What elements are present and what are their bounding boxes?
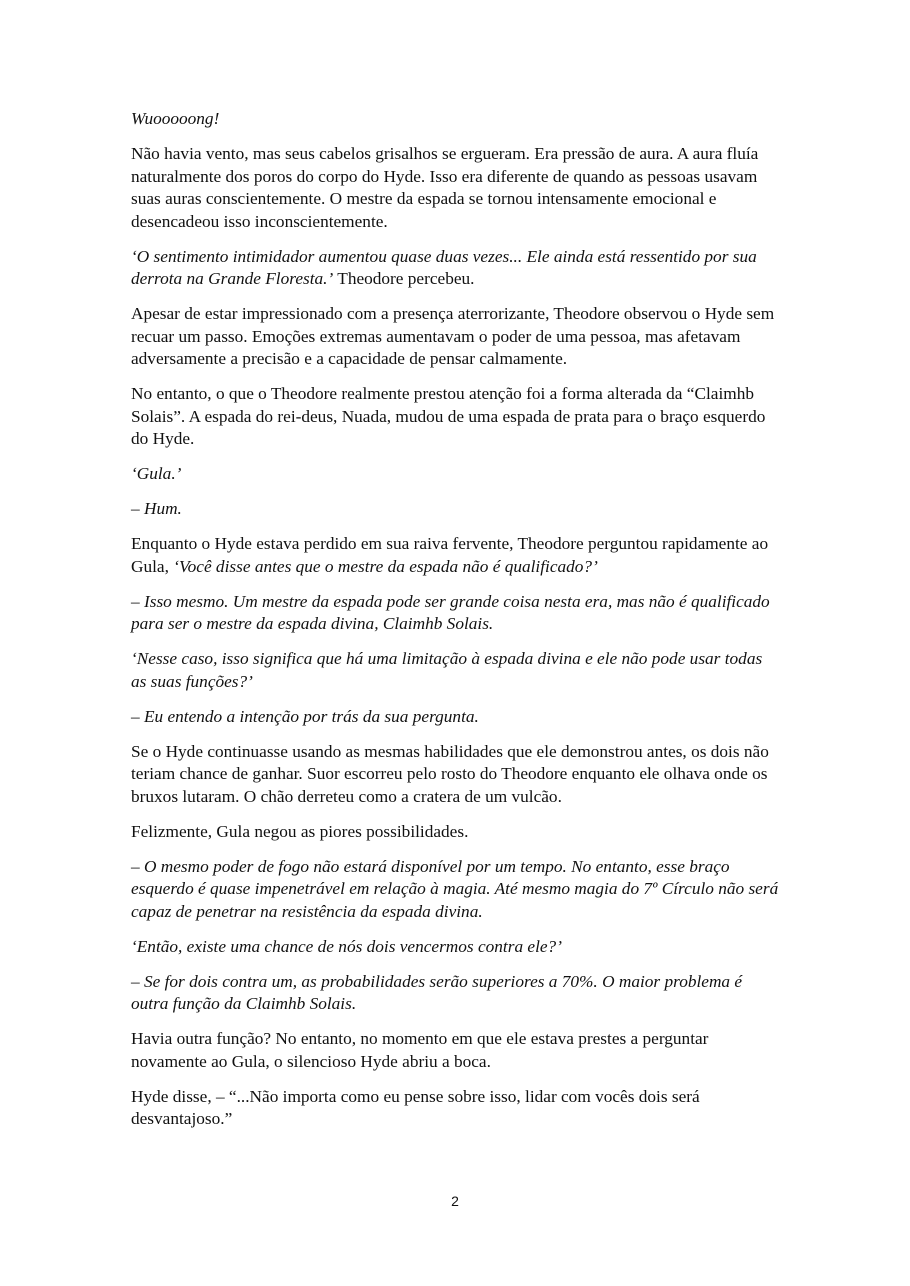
italic-text-segment: ‘Você disse antes que o mestre da espada não é qualificado?’ xyxy=(173,556,598,576)
italic-text-segment: – Isso mesmo. Um mestre da espada pode ser grande coisa nesta era, mas não é qualificado para ser o mestre da espada divina, Claimhb Solais. xyxy=(131,591,770,633)
italic-text-segment: – Hum. xyxy=(131,499,182,518)
italic-text-segment: – Se for dois contra um, as probabilidades serão superiores a 70%. O maior problema é outra função da Claimhb Solais. xyxy=(131,971,743,1013)
paragraph xyxy=(131,971,781,1016)
italic-text-segment: ‘Gula.’ xyxy=(131,464,182,483)
text-segment: No entanto, o que o Theodore realmente prestou atenção foi a forma alterada da “Claimhb Solais”. A espada do rei-deus, Nuada, mudou de uma espada de prata para o braço esquerdo do Hyde. xyxy=(131,384,766,448)
paragraph xyxy=(131,591,781,636)
text-segment: Enquanto o Hyde estava perdido em sua raiva fervente, Theodore perguntou rapidamente ao Gula, xyxy=(131,534,769,576)
italic-text-segment: Wuooooong! xyxy=(131,109,220,128)
page-body xyxy=(131,108,781,1143)
paragraph xyxy=(131,246,781,291)
italic-text-segment: ‘O sentimento intimidador aumentou quase duas vezes... Ele ainda está ressentido por sua derrota na Grande Floresta.’ xyxy=(131,246,757,288)
text-segment: Felizmente, Gula negou as piores possibilidades. xyxy=(131,821,469,841)
italic-text-segment: ‘Nesse caso, isso significa que há uma limitação à espada divina e ele não pode usar todas as suas funções?’ xyxy=(131,649,763,691)
paragraph xyxy=(131,648,781,693)
paragraph xyxy=(131,1086,781,1131)
paragraph xyxy=(131,383,781,451)
paragraph xyxy=(131,936,781,959)
paragraph xyxy=(131,533,781,578)
paragraph xyxy=(131,463,781,486)
paragraph xyxy=(131,706,781,729)
italic-text-segment: ‘Então, existe uma chance de nós dois vencermos contra ele?’ xyxy=(131,936,562,956)
paragraph xyxy=(131,821,781,844)
page-number: 2 xyxy=(451,1193,459,1209)
text-segment: Theodore percebeu. xyxy=(333,269,475,288)
paragraph xyxy=(131,741,781,809)
italic-text-segment: – Eu entendo a intenção por trás da sua pergunta. xyxy=(131,706,479,726)
text-segment: Apesar de estar impressionado com a presença aterrorizante, Theodore observou o Hyde sem recuar um passo. Emoções extremas aumentavam o poder de uma pessoa, mas afetavam adversamente a precisão e a capacidade de pensar calmamente. xyxy=(131,304,775,368)
paragraph xyxy=(131,108,781,131)
text-segment: Não havia vento, mas seus cabelos grisalhos se ergueram. Era pressão de aura. A aura fluía naturalmente dos poros do corpo do Hyde. Isso era diferente de quando as pessoas usavam suas auras conscientemente. O mestre da espada se tornou intensamente emocional e desencadeou isso inconscientemente. xyxy=(131,144,759,231)
paragraph xyxy=(131,498,781,521)
paragraph xyxy=(131,856,781,924)
paragraph xyxy=(131,1028,781,1073)
text-segment: Se o Hyde continuasse usando as mesmas habilidades que ele demonstrou antes, os dois não teriam chance de ganhar. Suor escorreu pelo rosto do Theodore enquanto ele olhava onde os bruxos lutaram. O chão derreteu como a cratera de um vulcão. xyxy=(131,741,769,806)
paragraph xyxy=(131,303,781,371)
text-segment: Hyde disse, – “...Não importa como eu pense sobre isso, lidar com vocês dois será desvantajoso.” xyxy=(131,1086,700,1128)
paragraph xyxy=(131,143,781,233)
text-segment: Havia outra função? No entanto, no momento em que ele estava prestes a perguntar novamente ao Gula, o silencioso Hyde abriu a boca. xyxy=(131,1029,709,1071)
italic-text-segment: – O mesmo poder de fogo não estará disponível por um tempo. No entanto, esse braço esquerdo é quase impenetrável em relação à magia. Até mesmo magia do 7º Círculo não será capaz de penetrar na resistência da espada divina. xyxy=(131,856,779,921)
